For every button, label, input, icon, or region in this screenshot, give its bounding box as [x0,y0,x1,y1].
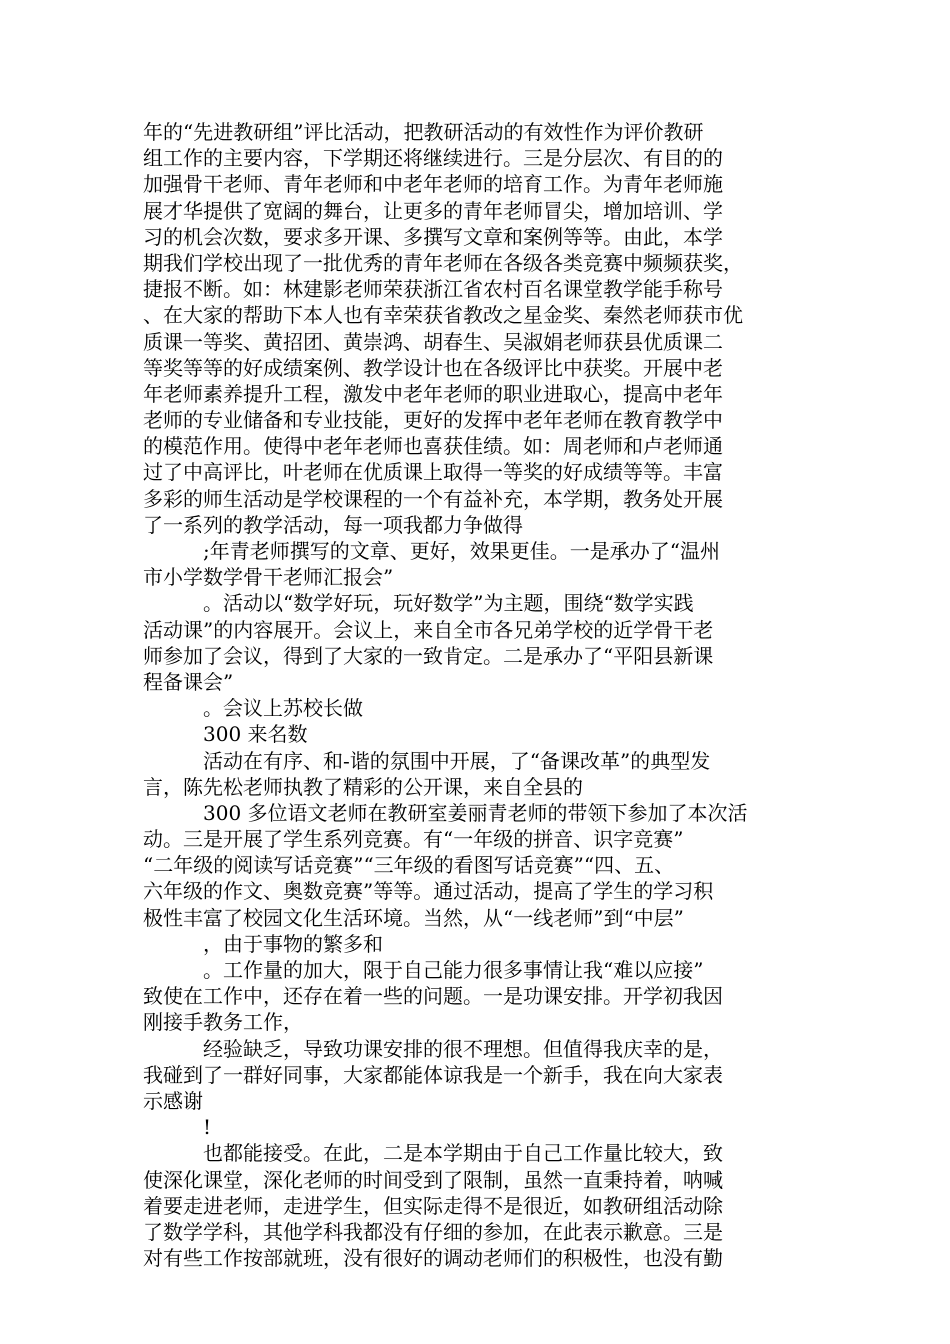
text-line: 活动课”的内容展开。会议上，来自全市各兄弟学校的近学骨干老 [143,617,714,642]
text-line: 也都能接受。在此，二是本学期由于自己工作量比较大，致 [203,1141,723,1166]
text-line: 使深化课堂，深化老师的时间受到了限制，虽然一直秉持着，呐喊 [143,1167,723,1192]
text-line: 了一系列的教学活动，每一项我都力争做得 [143,512,523,537]
text-line: 、在大家的帮助下本人也有幸荣获省教改之星金奖、秦然老师获市优 [143,303,743,328]
text-line: 活动在有序、和-谐的氛围中开展，了“备课改革”的典型发 [203,748,711,773]
text-line: 示感谢 [143,1088,203,1113]
text-line: “二年级的阅读写话竞赛”“三年级的看图写话竞赛”“四、五、 [143,853,675,878]
text-line: 加强骨干老师、青年老师和中老年老师的培育工作。为青年老师施 [143,172,723,197]
text-line: 捷报不断。如：林建影老师荣获浙江省农村百名课堂教学能手称号 [143,277,723,302]
text-line: 着要走进老师，走进学生，但实际走得不是很近，如教研组活动除 [143,1193,723,1218]
text-line: 质课一等奖、黄招团、黄崇鸿、胡春生、吴淑娟老师获县优质课二 [143,329,723,354]
text-line: 师参加了会议，得到了大家的一致肯定。二是承办了“平阳县新课 [143,643,714,668]
text-line: 我碰到了一群好同事，大家都能体谅我是一个新手，我在向大家表 [143,1062,723,1087]
text-line: 多彩的师生活动是学校课程的一个有益补充，本学期，教务处开展 [143,486,723,511]
text-line: 市小学数学骨干老师汇报会” [143,565,394,590]
text-line: 动。三是开展了学生系列竞赛。有“一年级的拼音、识字竞赛” [143,827,684,852]
text-line: 300 来名数 [203,722,308,747]
text-line: 经验缺乏，导致功课安排的很不理想。但值得我庆幸的是， [203,1036,723,1061]
text-line: ;年青老师撰写的文章、更好，效果更佳。一是承办了“温州 [203,539,720,563]
text-line: 年的“先进教研组”评比活动，把教研活动的有效性作为评价教研 [143,120,704,144]
text-line: 致使在工作中，还存在着一些的问题。一是功课安排。开学初我因 [143,984,723,1009]
text-line: 程备课会” [143,669,234,694]
text-line: 。活动以“数学好玩，玩好数学”为主题，围绕“数学实践 [203,591,694,616]
text-line: 组工作的主要内容，下学期还将继续进行。三是分层次、有目的的 [143,146,723,171]
text-line: 极性丰富了校园文化生活环境。当然，从“一线老师”到“中层” [143,905,684,930]
text-line: 言，陈先松老师执教了精彩的公开课，来自全县的 [143,774,583,799]
text-line: 过了中高评比，叶老师在优质课上取得一等奖的好成绩等等。丰富 [143,460,723,485]
document-body-text [143,119,823,1271]
text-line: 六年级的作文、奥数竞赛”等等。通过活动，提高了学生的学习积 [143,879,714,904]
text-line: 等奖等等的好成绩案例、教学设计也在各级评比中获奖。开展中老 [143,355,723,380]
text-line: 期我们学校出现了一批优秀的青年老师在各级各类竞赛中频频获奖， [143,250,743,275]
text-line: 习的机会次数，要求多开课、多撰写文章和案例等等。由此，本学 [143,224,723,249]
text-line: 。工作量的加大，限于自己能力很多事情让我“难以应接” [203,958,704,982]
text-line: 展才华提供了宽阔的舞台，让更多的青年老师冒尖，增加培训、学 [143,198,723,223]
text-line: 对有些工作按部就班，没有很好的调动老师们的积极性，也没有勤 [143,1246,723,1271]
text-line: 年老师素养提升工程，激发中老年老师的职业进取心，提高中老年 [143,381,723,406]
text-line: ，由于事物的繁多和 [203,931,383,956]
text-line: 刚接手教务工作， [143,1010,303,1035]
text-line: 了数学学科，其他学科我都没有仔细的参加，在此表示歉意。三是 [143,1219,723,1244]
text-line: 300 多位语文老师在教研室姜丽青老师的带领下参加了本次活 [203,800,748,825]
text-line: ! [203,1115,212,1140]
text-line: 的模范作用。使得中老年老师也喜获佳绩。如：周老师和卢老师通 [143,434,723,459]
text-line: 老师的专业储备和专业技能，更好的发挥中老年老师在教育教学中 [143,408,723,433]
text-line: 。会议上苏校长做 [203,696,363,721]
